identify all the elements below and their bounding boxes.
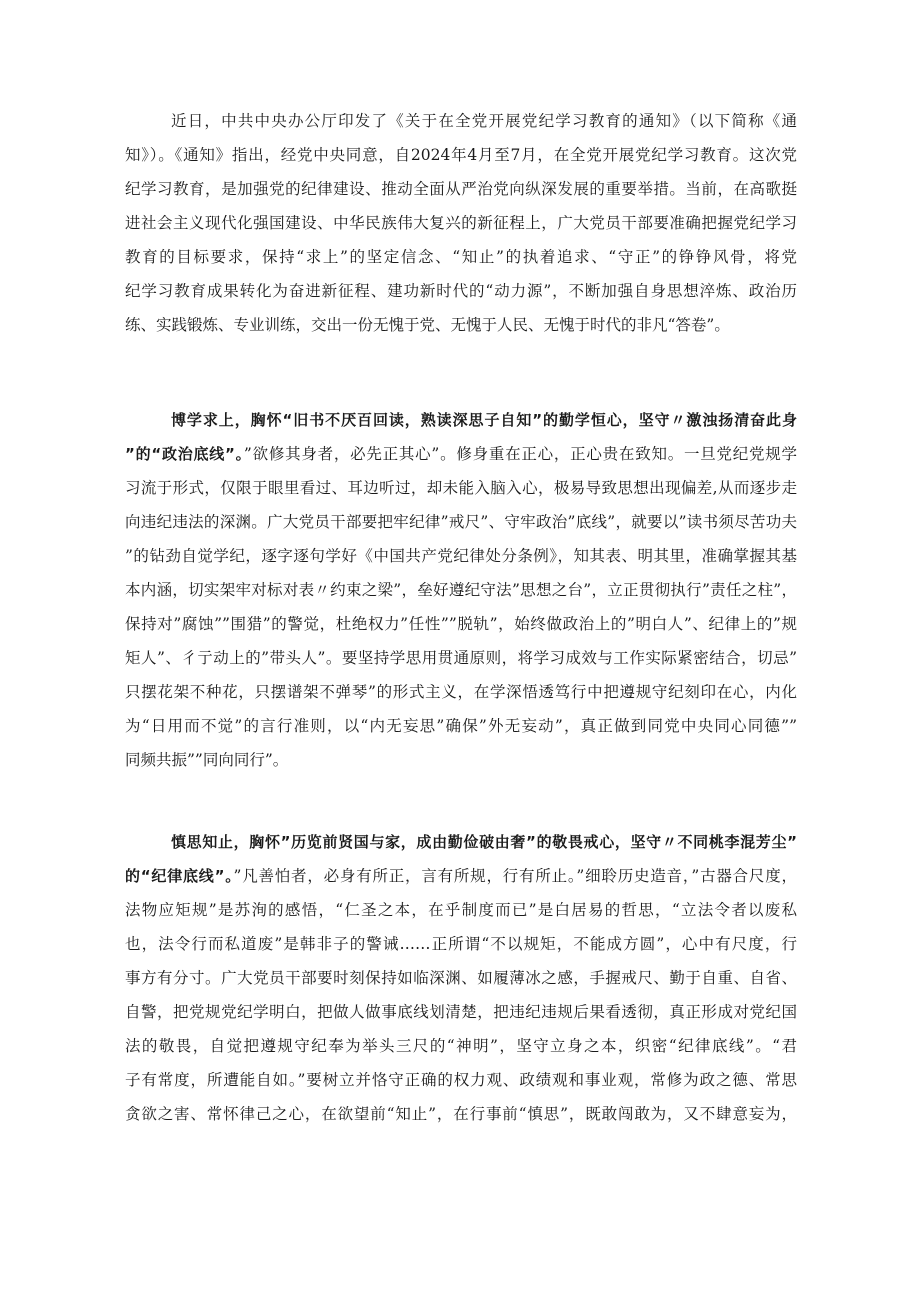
text-line [125,1063,797,1097]
text-line [125,308,797,342]
text-run: ”欲修其身者，必先正其心”。修身重在正心，正心贵在致知。一旦党纪党规学 [243,445,798,463]
paragraph-intro [125,104,797,342]
text-run: 矩人”、彳亍动上的”带头人”。要坚持学思用贯通原则，将学习成效与工作实际紧密结合，切忌” [125,649,797,667]
text-run: 自警，把党规党纪学明白，把做人做事底线划清楚，把违纪违规后果看透彻，真正形成对党纪国 [125,1003,797,1021]
text-line [125,641,797,675]
text-run: 知》）。《通知》指出，经党中央同意，自2024年4月至7月，在全党开展党纪学习教育。这次党 [125,146,797,164]
text-line [125,138,797,172]
text-run: ”的钻劲自觉学纪，逐字逐句学好《中国共产党纪律处分条例》，知其表、明其里，准确掌握其基 [125,547,797,565]
text-run: 进社会主义现代化强国建设、中华民族伟大复兴的新征程上，广大党员干部要准确把握党纪学习 [125,214,797,232]
text-line [125,927,797,961]
text-line [125,274,797,308]
text-run: 纪学习教育，是加强党的纪律建设、推动全面从严治党向纵深发展的重要举措。当前，在高歌挺 [125,180,797,198]
text-run: 为“日用而不觉”的言行准则，以“内无妄思”确保”外无妄动”，真正做到同党中央同心同德”” [125,717,797,735]
text-run: 习流于形式，仅限于眼里看过、耳边听过，却未能入脑入心，极易导致思想出现偏差,从而逐步走 [125,479,797,497]
text-run: 向违纪违法的深渊。广大党员干部要把牢纪律”戒尺”、守牢政治”底线”，就要以”读书须尽苦功夫 [125,513,797,531]
section-heading-text: ”的“政治底线”。 [125,445,244,463]
text-line [125,995,797,1029]
text-line [125,607,797,641]
text-line [125,437,797,471]
section-heading-text: 博学求上，胸怀“旧书不厌百回读，熟读深思子自知”的勤学恒心，坚守〃激浊扬清奋此身 [171,411,797,429]
text-run: 保持对”腐蚀””围猎”的警觉，杜绝权力”任性””脱轨”，始终做政治上的”明白人”、纪律上的”规 [125,615,797,633]
text-run: 法的敬畏，自觉把遵规守纪奉为举头三尺的“神明”，坚守立身之本，织密“纪律底线”。“君 [125,1037,797,1055]
text-line [125,1097,797,1131]
text-line [125,961,797,995]
text-line [125,240,797,274]
text-line [125,403,797,437]
text-line [125,743,797,777]
text-run: 本内涵，切实架牢对标对表〃约束之梁”，垒好遵纪守法”思想之台”，立正贯彻执行”责任之柱”， [125,581,797,599]
text-line [125,1029,797,1063]
text-run: 纪学习教育成果转化为奋进新征程、建功新时代的“动力源”，不断加强自身思想淬炼、政治历 [125,282,797,300]
text-line [125,675,797,709]
text-run: 只摆花架不种花，只摆谱架不弹琴”的形式主义，在学深悟透笃行中把遵规守纪刻印在心，内化 [125,683,797,701]
text-run: 贪欲之害、常怀律己之心，在欲望前“知止”，在行事前“慎思”，既敢闯敢为，又不肆意妄为， [125,1105,797,1123]
section-heading-text: 慎思知止，胸怀”历览前贤国与家，成由勤俭破由奢”的敬畏戒心，坚守〃不同桃李混芳尘” [171,833,797,851]
text-line [125,859,797,893]
text-run: 子有常度，所遭能自如。”要树立并恪守正确的权力观、政绩观和事业观，常修为政之德、常思 [125,1071,797,1089]
text-line [125,206,797,240]
text-line [125,573,797,607]
text-line [125,505,797,539]
text-line [125,709,797,743]
text-run: 同频共振””同向同行”。 [125,751,289,769]
text-line [125,893,797,927]
text-line [125,104,797,138]
text-run: ”凡善怕者，必身有所正，言有所规，行有所止。”细聆历史造音，”古器合尺度， [233,867,798,885]
text-line [125,825,797,859]
text-line [125,471,797,505]
text-run: 事方有分寸。广大党员干部要时刻保持如临深渊、如履薄冰之感，手握戒尺、勤于自重、自省、 [125,969,797,987]
paragraph-study-political-bottom-line [125,403,797,777]
text-run: 近日，中共中央办公厅印发了《关于在全党开展党纪学习教育的通知》（以下简称《通 [171,112,797,130]
section-heading-text: 的“纪律底线”。 [125,867,234,885]
text-run: 教育的目标要求，保持“求上”的坚定信念、“知止”的执着追求、“守正”的铮铮风骨，将党 [125,248,797,266]
paragraph-caution-discipline-bottom-line [125,825,797,1131]
text-run: 也，法令行而私道废”是韩非子的警诫……正所谓“不以规矩，不能成方圆”，心中有尺度，行 [125,935,797,953]
text-line [125,172,797,206]
text-line [125,539,797,573]
text-run: 练、实践锻炼、专业训练，交出一份无愧于党、无愧于人民、无愧于时代的非凡“答卷”。 [125,316,730,334]
text-run: 法物应矩规”是苏洵的感悟，“仁圣之本，在乎制度而已”是白居易的哲思，“立法令者以废私 [125,901,797,919]
